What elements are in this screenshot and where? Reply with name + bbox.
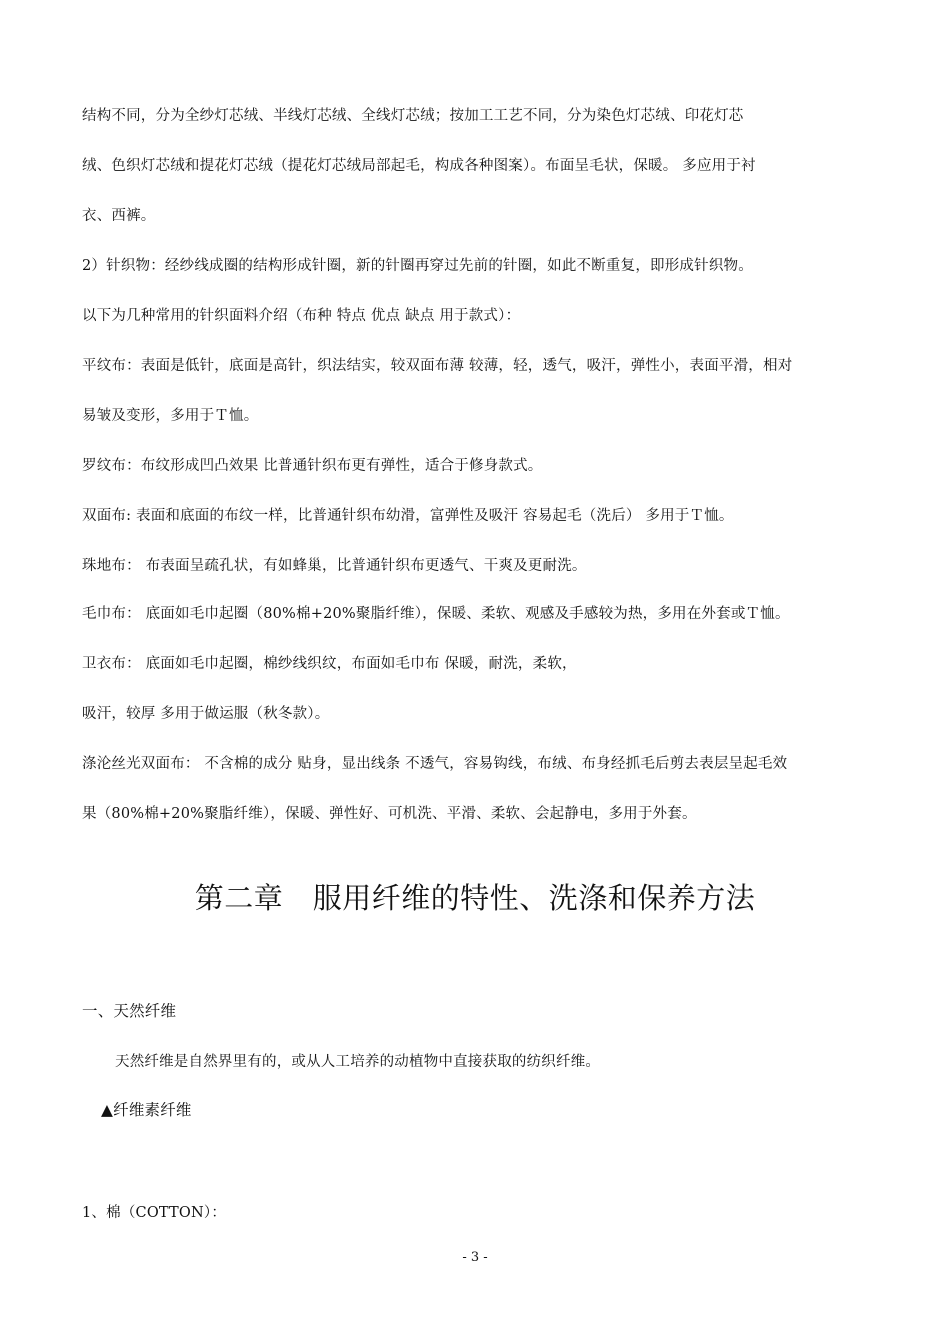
section-title: 一、天然纤维 <box>82 1002 177 1020</box>
paragraph-line: 罗纹布：布纹形成凹凸效果 比普通针织布更有弹性，适合于修身款式。 <box>82 458 543 474</box>
paragraph-line: 双面布: 表面和底面的布纹一样，比普通针织布幼滑，富弹性及吸汗 容易起毛（洗后） 多用于Ｔ恤。 <box>82 508 734 524</box>
paragraph-line: 吸汗，较厚 多用于做运服（秋冬款）。 <box>82 706 330 722</box>
section-intro: 天然纤维是自然界里有的，或从人工培养的动植物中直接获取的纺织纤维。 <box>115 1054 601 1070</box>
paragraph-line: 易皱及变形，多用于Ｔ恤。 <box>82 408 259 424</box>
paragraph-line: 珠地布： 布表面呈疏孔状，有如蜂巢，比普通针织布更透气、干爽及更耐洗。 <box>82 558 587 574</box>
paragraph-line: 绒、色织灯芯绒和提花灯芯绒（提花灯芯绒局部起毛，构成各种图案）。布面呈毛状，保暖。 多应用于衬 <box>82 158 756 174</box>
paragraph-line: 果（80%棉+20%聚脂纤维），保暖、弹性好、可机洗、平滑、柔软、会起静电，多用于外套。 <box>82 806 697 822</box>
paragraph-line: 2）针织物：经纱线成圈的结构形成针圈，新的针圈再穿过先前的针圈，如此不断重复，即形成针织物。 <box>82 258 753 274</box>
paragraph-line: 以下为几种常用的针织面料介绍（布种 特点 优点 缺点 用于款式）： <box>82 308 521 324</box>
item-title: 1、棉（COTTON）： <box>82 1205 227 1221</box>
paragraph-line: 毛巾布： 底面如毛巾起圈（80%棉+20%聚脂纤维），保暖、柔软、观感及手感较为热，多用在外套或Ｔ恤。 <box>82 606 790 622</box>
paragraph-line: 卫衣布： 底面如毛巾起圈，棉纱线织纹，布面如毛巾布 保暖，耐洗，柔软， <box>82 656 577 672</box>
paragraph-line: 涤沦丝光双面布： 不含棉的成分 贴身，显出线条 不透气，容易钩线，布绒、布身经抓毛后剪去表层呈起毛效 <box>82 756 788 772</box>
subsection-title: ▲纤维素纤维 <box>101 1101 192 1119</box>
paragraph-line: 平纹布：表面是低针，底面是高针，织法结实，较双面布薄 较薄，轻，透气，吸汗，弹性小，表面平滑，相对 <box>82 358 793 374</box>
chapter-title: 第二章 服用纤维的特性、洗涤和保养方法 <box>194 881 756 915</box>
paragraph-line: 衣、西裤。 <box>82 208 156 224</box>
paragraph-line: 结构不同，分为全纱灯芯绒、半线灯芯绒、全线灯芯绒；按加工工艺不同，分为染色灯芯绒、印花灯芯 <box>82 108 744 124</box>
page-number: - 3 - <box>462 1250 488 1265</box>
